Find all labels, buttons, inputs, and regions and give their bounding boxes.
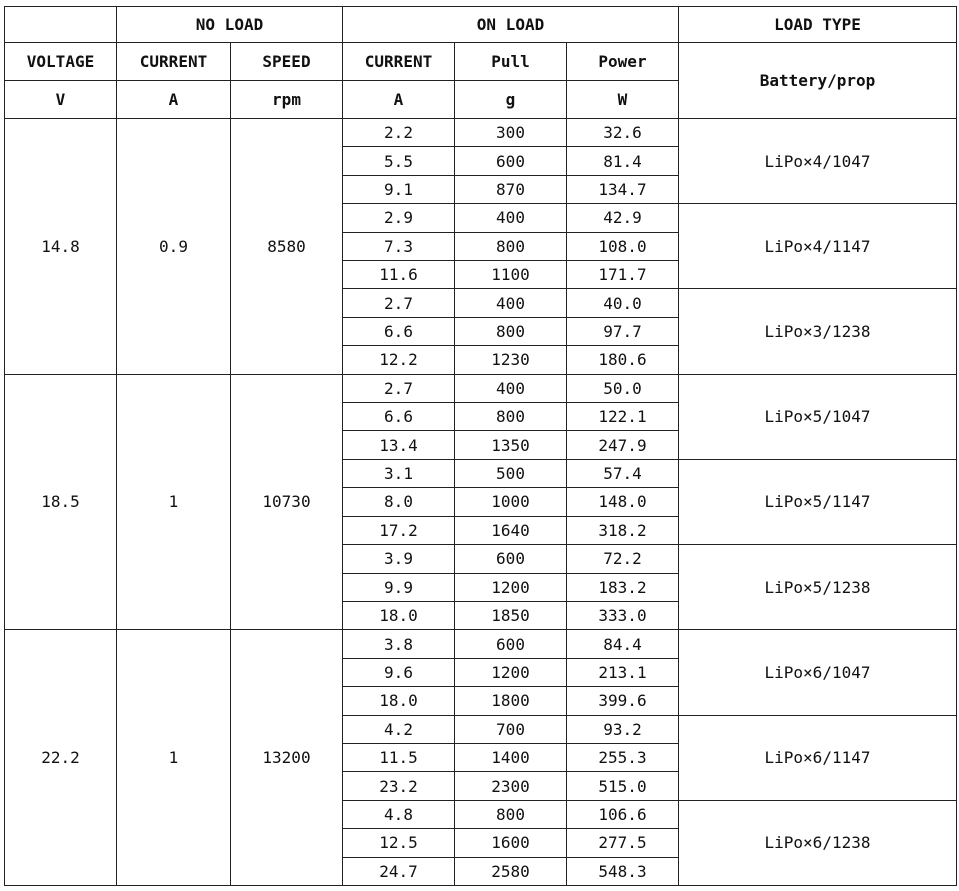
- header-on-load-current: CURRENT: [343, 43, 455, 81]
- power-cell: 106.6: [567, 800, 679, 828]
- on-load-current-cell: 24.7: [343, 857, 455, 885]
- on-load-current-cell: 2.2: [343, 119, 455, 147]
- unit-no-load-current: A: [117, 81, 231, 119]
- on-load-current-cell: 9.6: [343, 658, 455, 686]
- speed-cell: 10730: [231, 374, 343, 630]
- power-cell: 333.0: [567, 601, 679, 629]
- power-cell: 183.2: [567, 573, 679, 601]
- on-load-current-cell: 17.2: [343, 516, 455, 544]
- header-no-load: NO LOAD: [117, 7, 343, 43]
- power-cell: 57.4: [567, 459, 679, 487]
- on-load-current-cell: 3.9: [343, 545, 455, 573]
- power-cell: 84.4: [567, 630, 679, 658]
- pull-cell: 1200: [455, 573, 567, 601]
- unit-pull: g: [455, 81, 567, 119]
- on-load-current-cell: 18.0: [343, 687, 455, 715]
- pull-cell: 600: [455, 545, 567, 573]
- pull-cell: 1400: [455, 743, 567, 771]
- pull-cell: 1000: [455, 488, 567, 516]
- on-load-current-cell: 12.2: [343, 346, 455, 374]
- header-row-columns: [5, 43, 957, 81]
- header-power: Power: [567, 43, 679, 81]
- load-type-cell: LiPo×5/1147: [679, 459, 957, 544]
- pull-cell: 1600: [455, 829, 567, 857]
- power-cell: 171.7: [567, 261, 679, 289]
- no-load-current-cell: 1: [117, 374, 231, 630]
- power-cell: 97.7: [567, 317, 679, 345]
- on-load-current-cell: 3.1: [343, 459, 455, 487]
- pull-cell: 400: [455, 204, 567, 232]
- on-load-current-cell: 9.9: [343, 573, 455, 601]
- load-type-cell: LiPo×5/1238: [679, 545, 957, 630]
- pull-cell: 600: [455, 147, 567, 175]
- on-load-current-cell: 23.2: [343, 772, 455, 800]
- load-type-cell: LiPo×5/1047: [679, 374, 957, 459]
- power-cell: 255.3: [567, 743, 679, 771]
- table-row: [5, 119, 957, 147]
- speed-cell: 13200: [231, 630, 343, 886]
- power-cell: 247.9: [567, 431, 679, 459]
- unit-voltage: V: [5, 81, 117, 119]
- pull-cell: 400: [455, 374, 567, 402]
- header-speed: SPEED: [231, 43, 343, 81]
- on-load-current-cell: 2.7: [343, 289, 455, 317]
- on-load-current-cell: 11.5: [343, 743, 455, 771]
- header-pull: Pull: [455, 43, 567, 81]
- table-row: [5, 374, 957, 402]
- on-load-current-cell: 5.5: [343, 147, 455, 175]
- header-no-load-current: CURRENT: [117, 43, 231, 81]
- on-load-current-cell: 4.2: [343, 715, 455, 743]
- power-cell: 108.0: [567, 232, 679, 260]
- table-row: [5, 630, 957, 658]
- table-body: [5, 119, 957, 886]
- power-cell: 515.0: [567, 772, 679, 800]
- on-load-current-cell: 18.0: [343, 601, 455, 629]
- pull-cell: 2300: [455, 772, 567, 800]
- power-cell: 318.2: [567, 516, 679, 544]
- pull-cell: 870: [455, 175, 567, 203]
- power-cell: 399.6: [567, 687, 679, 715]
- on-load-current-cell: 13.4: [343, 431, 455, 459]
- power-cell: 93.2: [567, 715, 679, 743]
- header-row-groups: [5, 7, 957, 43]
- header-load-type: LOAD TYPE: [679, 7, 957, 43]
- pull-cell: 500: [455, 459, 567, 487]
- pull-cell: 600: [455, 630, 567, 658]
- on-load-current-cell: 8.0: [343, 488, 455, 516]
- pull-cell: 800: [455, 317, 567, 345]
- pull-cell: 1350: [455, 431, 567, 459]
- power-cell: 148.0: [567, 488, 679, 516]
- on-load-current-cell: 11.6: [343, 261, 455, 289]
- pull-cell: 2580: [455, 857, 567, 885]
- load-type-cell: LiPo×4/1047: [679, 119, 957, 204]
- on-load-current-cell: 3.8: [343, 630, 455, 658]
- pull-cell: 800: [455, 232, 567, 260]
- voltage-cell: 22.2: [5, 630, 117, 886]
- pull-cell: 700: [455, 715, 567, 743]
- unit-power: W: [567, 81, 679, 119]
- power-cell: 180.6: [567, 346, 679, 374]
- unit-on-load-current: A: [343, 81, 455, 119]
- load-type-cell: LiPo×4/1147: [679, 204, 957, 289]
- voltage-cell: 18.5: [5, 374, 117, 630]
- power-cell: 72.2: [567, 545, 679, 573]
- pull-cell: 1230: [455, 346, 567, 374]
- power-cell: 50.0: [567, 374, 679, 402]
- speed-cell: 8580: [231, 119, 343, 375]
- on-load-current-cell: 2.7: [343, 374, 455, 402]
- power-cell: 40.0: [567, 289, 679, 317]
- on-load-current-cell: 7.3: [343, 232, 455, 260]
- pull-cell: 1200: [455, 658, 567, 686]
- header-on-load: ON LOAD: [343, 7, 679, 43]
- pull-cell: 1850: [455, 601, 567, 629]
- header-voltage: VOLTAGE: [5, 43, 117, 81]
- header-empty-cell: [5, 7, 117, 43]
- power-cell: 32.6: [567, 119, 679, 147]
- pull-cell: 800: [455, 403, 567, 431]
- no-load-current-cell: 0.9: [117, 119, 231, 375]
- pull-cell: 400: [455, 289, 567, 317]
- on-load-current-cell: 2.9: [343, 204, 455, 232]
- power-cell: 548.3: [567, 857, 679, 885]
- on-load-current-cell: 4.8: [343, 800, 455, 828]
- power-cell: 122.1: [567, 403, 679, 431]
- unit-speed: rpm: [231, 81, 343, 119]
- load-type-cell: LiPo×6/1047: [679, 630, 957, 715]
- motor-spec-table: [4, 6, 957, 886]
- on-load-current-cell: 9.1: [343, 175, 455, 203]
- power-cell: 277.5: [567, 829, 679, 857]
- pull-cell: 1800: [455, 687, 567, 715]
- on-load-current-cell: 6.6: [343, 403, 455, 431]
- pull-cell: 1100: [455, 261, 567, 289]
- table-header: [5, 7, 957, 119]
- power-cell: 134.7: [567, 175, 679, 203]
- pull-cell: 1640: [455, 516, 567, 544]
- load-type-cell: LiPo×6/1238: [679, 800, 957, 885]
- pull-cell: 800: [455, 800, 567, 828]
- power-cell: 213.1: [567, 658, 679, 686]
- no-load-current-cell: 1: [117, 630, 231, 886]
- pull-cell: 300: [455, 119, 567, 147]
- power-cell: 42.9: [567, 204, 679, 232]
- header-battery-prop: Battery/prop: [679, 43, 957, 119]
- load-type-cell: LiPo×3/1238: [679, 289, 957, 374]
- on-load-current-cell: 12.5: [343, 829, 455, 857]
- on-load-current-cell: 6.6: [343, 317, 455, 345]
- voltage-cell: 14.8: [5, 119, 117, 375]
- power-cell: 81.4: [567, 147, 679, 175]
- load-type-cell: LiPo×6/1147: [679, 715, 957, 800]
